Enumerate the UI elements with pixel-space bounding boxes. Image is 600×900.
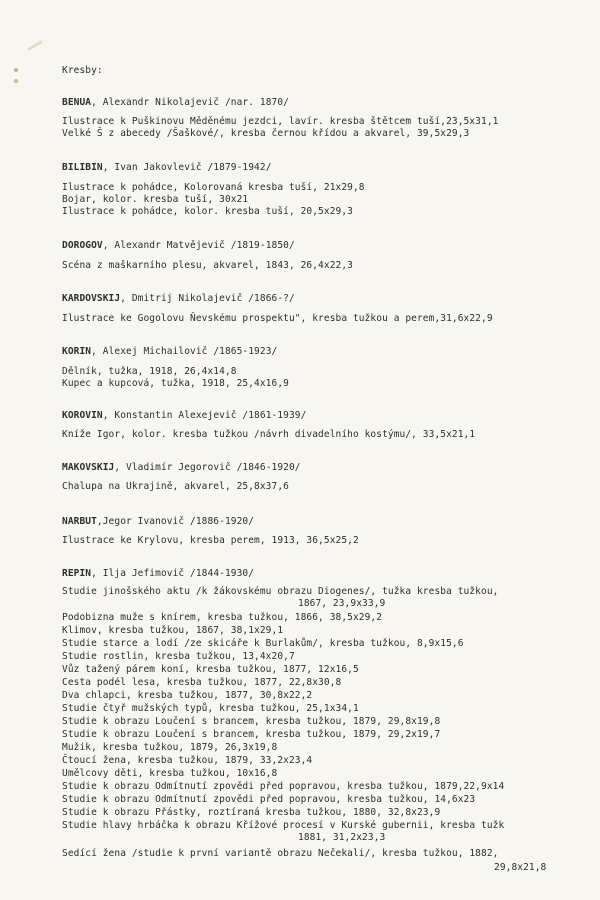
work-line: Chalupa na Ukrajině, akvarel, 25,8x37,6 [62,481,289,492]
artist-details: , Alexandr Nikolajevič /nar. 1870/ [91,97,289,108]
artist-heading [62,240,295,252]
work-line: Studie k obrazu Loučení s brancem, kresba tužkou, 1879, 29,2x19,7 [62,729,441,740]
work-line: Studie starce a lodí /ze skicáře k Burlakům/, kresba tužkou, 8,9x15,6 [62,638,464,649]
work-line: Studie hlavy hrbáčka k obrazu Křížové procesí v Kurské gubernii, kresba tužk [62,820,505,831]
artist-surname: DOROGOV [62,240,103,251]
artist-heading [62,410,306,422]
work-line: Ilustrace ke Krylovu, kresba perem, 1913, 36,5x25,2 [62,535,359,546]
work-line: Ilustrace k pohádce, Kolorovaná kresba tuší, 21x29,8 [62,182,365,193]
work-line: Dva chlapci, kresba tužkou, 1877, 30,8x22,2 [62,690,313,701]
work-line-continuation: 1881, 31,2x23,3 [298,832,386,843]
work-line: Vůz tažený párem koní, kresba tužkou, 1877, 12x16,5 [62,664,359,675]
work-line: Velké Š z abecedy /Šaškové/, kresba černou křídou a akvarel, 39,5x29,3 [62,128,470,139]
artist-surname: KOROVIN [62,410,103,421]
artist-heading [62,346,277,358]
artist-surname: BENUA [62,97,92,108]
work-line: Studie k obrazu Odmítnutí zpovědi před popravou, kresba tužkou, 1879,22,9x14 [62,781,505,792]
work-line: Kníže Igor, kolor. kresba tužkou /návrh divadelního kostýmu/, 33,5x21,1 [62,429,476,440]
artist-heading [62,162,272,174]
artist-surname: REPIN [62,568,92,579]
artist-details: , Ivan Jakovlevič /1879-1942/ [102,162,272,173]
work-line: Scéna z maškarního plesu, akvarel, 1843, 26,4x22,3 [62,260,353,271]
work-line: Studie k obrazu Přástky, roztíraná kresba tužkou, 1880, 32,8x23,9 [62,807,441,818]
document-heading: Kresby: [62,65,103,76]
paper-stain [14,68,18,72]
work-line: Kupec a kupcová, tužka, 1918, 25,4x16,9 [62,378,289,389]
work-line: Dělník, tužka, 1918, 26,4x14,8 [62,366,237,377]
work-line-continuation: 29,8x21,8 [494,862,547,873]
artist-details: , Vladimír Jegorovič /1846-1920/ [114,462,301,473]
artist-surname: MAKOVSKIJ [62,462,115,473]
artist-heading [62,97,289,109]
work-line: Umělcovy děti, kresba tužkou, 10x16,8 [62,768,278,779]
work-line: Studie k obrazu Loučení s brancem, kresba tužkou, 1879, 29,8x19,8 [62,716,441,727]
work-line: Sedící žena /studie k první variantě obrazu Nečekali/, kresba tužkou, 1882, [62,848,499,859]
work-line: Mužik, kresba tužkou, 1879, 26,3x19,8 [62,742,278,753]
artist-details: , Alexej Michailovič /1865-1923/ [91,346,278,357]
work-line: Ilustrace k pohádce, kolor. kresba tuší, 20,5x29,3 [62,206,353,217]
artist-details: , Alexandr Matvějevič /1819-1850/ [102,240,295,251]
artist-surname: KARDOVSKIJ [62,293,121,304]
paper-mark [27,40,42,51]
paper-stain [14,79,18,83]
work-line: Cesta podél lesa, kresba tužkou, 1877, 22,8x30,8 [62,677,342,688]
artist-heading [62,516,254,528]
work-line: Čtoucí žena, kresba tužkou, 1879, 33,2x23,4 [62,755,313,766]
work-line: Bojar, kolor. kresba tuší, 30x21 [62,194,249,205]
work-line: Studie k obrazu Odmítnutí zpovědi před popravou, kresba tužkou, 14,6x23 [62,794,476,805]
artist-details: , Konstantin Alexejevič /1861-1939/ [102,410,307,421]
artist-heading [62,568,254,580]
work-line-continuation: 1867, 23,9x33,9 [298,598,386,609]
artist-details: , Dmitrij Nikolajevič /1866-?/ [120,293,295,304]
artist-details: ,Jegor Ivanovič /1886-1920/ [96,516,255,527]
artist-surname: BILIBIN [62,162,103,173]
artist-heading [62,293,295,305]
artist-surname: NARBUT [62,516,97,527]
work-line: Ilustrace k Puškinovu Měděnému jezdci, lavír. kresba štětcem tuší,23,5x31,1 [62,116,499,127]
artist-surname: KORIN [62,346,92,357]
work-line: Klimov, kresba tužkou, 1867, 38,1x29,1 [62,625,284,636]
work-line: Studie jinošského aktu /k žákovskému obrazu Diogenes/, tužka kresba tužkou, [62,586,499,597]
work-line: Ilustrace ke Gogolovu Ňevskému prospektu", kresba tužkou a perem,31,6x22,9 [62,313,493,324]
work-line: Podobizna muže s knírem, kresba tužkou, 1866, 38,5x29,2 [62,612,383,623]
work-line: Studie rostlin, kresba tužkou, 13,4x20,7 [62,651,295,662]
work-line: Studie čtyř mužských typů, kresba tužkou, 25,1x34,1 [62,703,359,714]
artist-details: , Ilja Jefimovič /1844-1930/ [91,568,255,579]
artist-heading [62,462,301,474]
